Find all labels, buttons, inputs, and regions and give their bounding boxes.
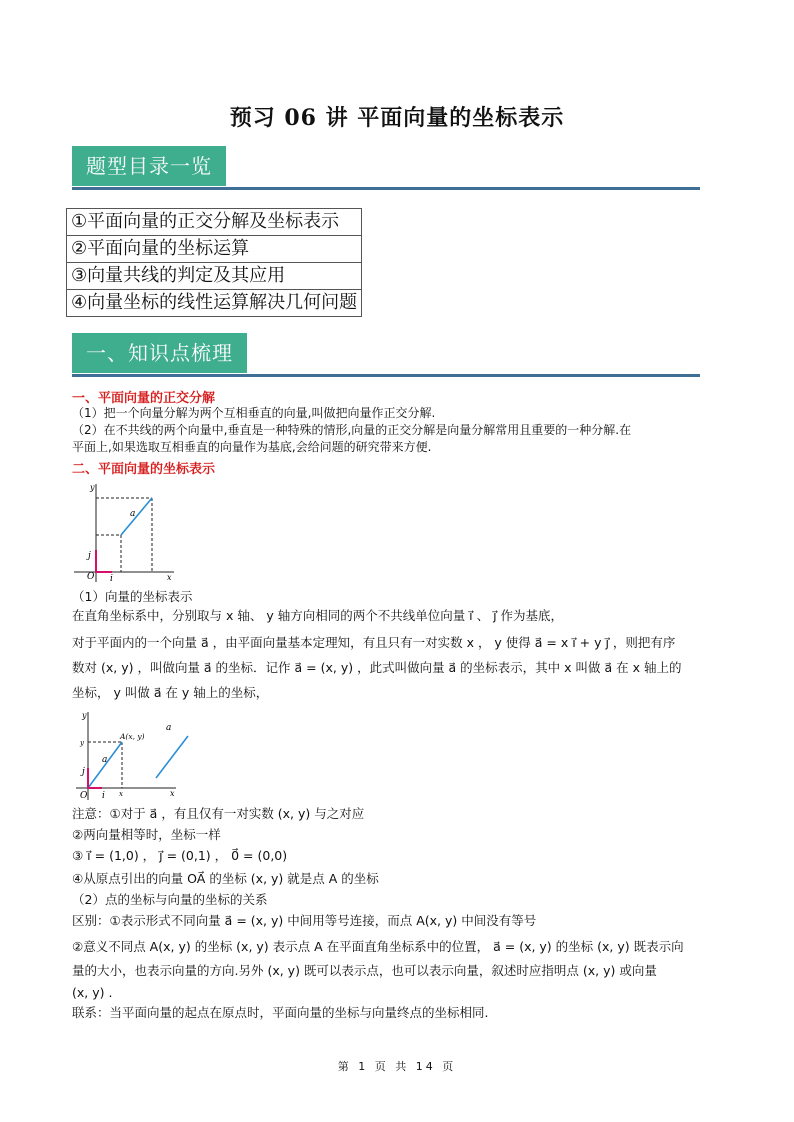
fig1-x-label: x	[167, 573, 172, 582]
fig2-j-label: j	[82, 767, 85, 777]
banner-rule	[72, 374, 700, 377]
note-line: ④从原点引出的向量 OA⃗ 的坐标 (x, y) 就是点 A 的坐标	[72, 871, 379, 886]
vector-OA	[88, 742, 122, 788]
fig1-origin-label: O	[87, 572, 95, 582]
subheading: （1）向量的坐标表示	[72, 589, 193, 604]
toc-item: ②平面向量的坐标运算	[67, 236, 362, 263]
note-line: 注意：①对于 a⃗ ，有且仅有一对实数 (x, y) 与之对应	[72, 806, 365, 821]
paragraph: 联系：当平面向量的起点在原点时，平面向量的坐标与向量终点的坐标相同.	[72, 1005, 489, 1020]
banner-rule	[72, 187, 700, 190]
page-footer: 第 1 页 共 14 页	[337, 1060, 457, 1073]
paragraph: （2）在不共线的两个向量中,垂直是一种特殊的情形,向量的正交分解是向量分解常用且重要的一种分解.在	[72, 423, 632, 437]
fig1-y-label: y	[90, 483, 95, 492]
paragraph: 对于平面内的一个向量 a⃗ ，由平面向量基本定理知，有且只有一对实数 x ， y 使得 a⃗ = x i⃗ + y j⃗ ，则把有序	[72, 635, 676, 650]
fig2-i-label: i	[102, 791, 105, 801]
paragraph: 平面上,如果选取互相垂直的向量作为基底,会给问题的研究带来方便.	[72, 440, 432, 454]
fig1-a-label: a	[130, 509, 136, 519]
fig2-a2-label: a	[166, 723, 172, 733]
toc-item: ④向量坐标的线性运算解决几何问题	[67, 290, 362, 317]
toc-item: ③向量共线的判定及其应用	[67, 263, 362, 290]
toc-table	[66, 208, 362, 317]
section-banner-knowledge: 一、知识点梳理	[72, 333, 247, 373]
section-heading: 二、平面向量的坐标表示	[72, 462, 216, 477]
fig1-j-label: j	[88, 551, 91, 561]
subheading: （2）点的坐标与向量的坐标的关系	[72, 892, 268, 907]
page-title: 预习 06 讲 平面向量的坐标表示	[229, 105, 565, 131]
fig2-x-label: x	[170, 789, 175, 798]
fig2-origin-label: O	[80, 791, 88, 801]
paragraph: ②意义不同点 A(x, y) 的坐标 (x, y) 表示点 A 在平面直角坐标系中的位置， a⃗ = (x, y) 的坐标 (x, y) 既表示向	[72, 939, 684, 954]
section-heading: 一、平面向量的正交分解	[72, 391, 216, 406]
paragraph: 数对 (x, y) ，叫做向量 a⃗ 的坐标．记作 a⃗ = (x, y) ，此式叫做向量 a⃗ 的坐标表示，其中 x 叫做 a⃗ 在 x 轴上的	[72, 660, 682, 675]
fig2-tick-x: x	[119, 790, 123, 798]
fig1-i-label: i	[110, 574, 113, 584]
paragraph: 量的大小，也表示向量的方向.另外 (x, y) 既可以表示点，也可以表示向量，叙述时应指明点 (x, y) 或向量	[72, 963, 657, 978]
fig2-a-label: a	[102, 755, 108, 765]
point-A-label: A(x, y)	[120, 732, 145, 741]
vector-decomposition-figure	[72, 480, 182, 584]
paragraph: 区别：①表示形式不同向量 a⃗ = (x, y) 中间用等号连接，而点 A(x, y) 中间没有等号	[72, 913, 537, 928]
paragraph: (x, y) .	[72, 985, 113, 1000]
fig2-y-label: y	[82, 711, 87, 720]
paragraph: 坐标， y 叫做 a⃗ 在 y 轴上的坐标，	[72, 685, 269, 700]
fig2-tick-y: y	[80, 739, 84, 747]
vector-a-free	[156, 736, 188, 778]
paragraph: 在直角坐标系中，分别取与 x 轴、 y 轴方向相同的两个不共线单位向量 i⃗ 、 j⃗ 作为基底，	[72, 608, 564, 623]
section-banner-toc: 题型目录一览	[72, 146, 226, 186]
paragraph: （1）把一个向量分解为两个互相垂直的向量,叫做把向量作正交分解.	[72, 406, 436, 420]
vector-a	[121, 498, 152, 535]
vector-coordinate-figure	[72, 708, 202, 802]
note-line: ③ i⃗ = (1,0) ， j⃗ = (0,1) ， 0⃗ = (0,0)	[72, 848, 288, 863]
toc-item: ①平面向量的正交分解及坐标表示	[67, 209, 362, 236]
note-line: ②两向量相等时，坐标一样	[72, 827, 221, 842]
